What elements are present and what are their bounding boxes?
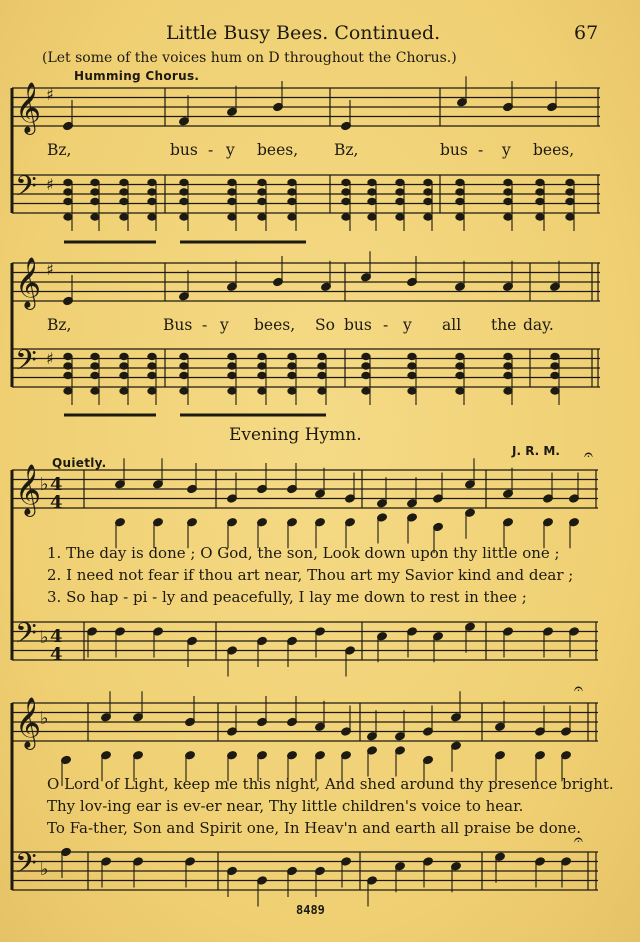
chord-note-head xyxy=(228,179,236,185)
chord-note-head xyxy=(424,179,432,185)
hymn-credit: J. R. M. xyxy=(512,444,560,458)
chord-note-head xyxy=(456,372,464,378)
bass-note-head xyxy=(148,214,156,220)
bass-note-head xyxy=(566,214,574,220)
fermata-icon: 𝄐 xyxy=(584,445,593,464)
chord-note-head xyxy=(91,189,99,195)
page-title: Little Busy Bees. Continued. xyxy=(166,22,441,44)
chord-note-head xyxy=(148,179,156,185)
lyric-word: bees, xyxy=(533,141,575,159)
chord-note-head xyxy=(318,372,326,378)
sharp-key-signature-icon: ♯ xyxy=(46,85,54,104)
lyric-word: day. xyxy=(523,316,554,334)
bass-note-head xyxy=(91,214,99,220)
lyric-hyphen: - xyxy=(478,141,484,159)
chord-note-head xyxy=(91,198,99,204)
chord-note-head xyxy=(504,179,512,185)
chord-note-head xyxy=(342,179,350,185)
time-signature-digit: 4 xyxy=(50,474,63,495)
lyric-word: y xyxy=(220,316,229,334)
hymn-direction: Quietly. xyxy=(52,456,107,470)
chord-note-head xyxy=(396,179,404,185)
chord-note-head xyxy=(566,189,574,195)
bass-note-head xyxy=(120,214,128,220)
bass-note-head xyxy=(362,388,370,394)
chord-note-head xyxy=(288,363,296,369)
bass-note-head xyxy=(424,214,432,220)
chord-note-head xyxy=(258,372,266,378)
bass-clef-icon: 𝄢 xyxy=(15,344,37,384)
chord-note-head xyxy=(148,189,156,195)
chord-note-head xyxy=(258,363,266,369)
bass-note-head xyxy=(180,388,188,394)
bass-note-head xyxy=(148,388,156,394)
chord-note-head xyxy=(180,372,188,378)
chord-note-head xyxy=(64,179,72,185)
chord-note-head xyxy=(368,179,376,185)
chord-note-head xyxy=(456,179,464,185)
time-signature-digit: 4 xyxy=(50,626,63,647)
lyric-word: bus xyxy=(344,316,372,334)
bass-note-head xyxy=(228,388,236,394)
chord-note-head xyxy=(228,363,236,369)
lyric-word: bus xyxy=(440,141,468,159)
chord-note-head xyxy=(408,353,416,359)
chord-note-head xyxy=(456,198,464,204)
chord-note-head xyxy=(288,179,296,185)
chord-note-head xyxy=(566,198,574,204)
bass-note-head xyxy=(64,388,72,394)
chord-note-head xyxy=(368,189,376,195)
treble-clef-icon: 𝄞 xyxy=(15,464,42,515)
plate-number: 8489 xyxy=(296,903,325,917)
flat-key-signature-icon: ♭ xyxy=(40,859,49,880)
chord-note-head xyxy=(180,179,188,185)
chord-note-head xyxy=(368,198,376,204)
fermata-icon: 𝄐 xyxy=(574,679,583,698)
bass-note-head xyxy=(318,388,326,394)
lyric-word: Bz, xyxy=(47,141,72,159)
bass-note-head xyxy=(64,214,72,220)
bass-note-head xyxy=(536,214,544,220)
lyric-word: y xyxy=(502,141,511,159)
bass-note-head xyxy=(396,214,404,220)
treble-clef-icon: 𝄞 xyxy=(15,82,42,133)
lyric-word: bees, xyxy=(254,316,296,334)
chord-note-head xyxy=(504,363,512,369)
verse-line-5: Thy lov-ing ear is ev-er near, Thy little children's voice to hear. xyxy=(47,797,524,815)
chord-note-head xyxy=(148,198,156,204)
performance-instruction: (Let some of the voices hum on D throughout the Chorus.) xyxy=(42,50,457,66)
chord-note-head xyxy=(408,363,416,369)
bass-note-head xyxy=(120,388,128,394)
chord-note-head xyxy=(64,198,72,204)
chord-note-head xyxy=(342,189,350,195)
lyric-word: all xyxy=(442,316,462,334)
verse-line-2: 2. I need not fear if thou art near, Thou art my Savior kind and dear ; xyxy=(47,566,574,584)
flat-key-signature-icon: ♭ xyxy=(40,708,49,729)
bass-note-head xyxy=(288,388,296,394)
chord-note-head xyxy=(258,198,266,204)
treble-clef-icon: 𝄞 xyxy=(15,257,42,308)
verse-line-3: 3. So hap - pi - ly and peacefully, I lay me down to rest in thee ; xyxy=(47,588,527,606)
chord-note-head xyxy=(64,353,72,359)
chord-note-head xyxy=(362,353,370,359)
chord-note-head xyxy=(504,198,512,204)
chord-note-head xyxy=(228,353,236,359)
chord-note-head xyxy=(64,189,72,195)
chord-note-head xyxy=(120,198,128,204)
chord-note-head xyxy=(396,189,404,195)
chord-note-head xyxy=(148,353,156,359)
chord-note-head xyxy=(91,179,99,185)
lyric-word: So xyxy=(315,316,335,334)
bass-note-head xyxy=(368,214,376,220)
chord-note-head xyxy=(362,372,370,378)
chord-note-head xyxy=(91,353,99,359)
chord-note-head xyxy=(228,189,236,195)
chord-note-head xyxy=(536,189,544,195)
chord-note-head xyxy=(288,198,296,204)
chord-note-head xyxy=(536,198,544,204)
chord-note-head xyxy=(504,372,512,378)
bass-note-head xyxy=(504,388,512,394)
verse-line-6: To Fa-ther, Son and Spirit one, In Heav'n and earth all praise be done. xyxy=(47,819,581,837)
chord-note-head xyxy=(91,363,99,369)
chord-note-head xyxy=(288,372,296,378)
bass-note-head xyxy=(258,214,266,220)
page-number: 67 xyxy=(574,22,599,44)
sharp-key-signature-icon: ♯ xyxy=(46,349,54,368)
bass-note-head xyxy=(288,214,296,220)
chord-note-head xyxy=(64,363,72,369)
chord-note-head xyxy=(180,198,188,204)
bass-note-head xyxy=(258,388,266,394)
chord-note-head xyxy=(258,189,266,195)
lyric-hyphen: - xyxy=(208,141,214,159)
sharp-key-signature-icon: ♯ xyxy=(46,260,54,279)
bass-note-head xyxy=(456,214,464,220)
bass-note-head xyxy=(180,214,188,220)
fermata-icon: 𝄐 xyxy=(574,830,583,849)
chord-note-head xyxy=(551,372,559,378)
bass-note-head xyxy=(342,214,350,220)
lyric-word: Bz, xyxy=(334,141,359,159)
chord-note-head xyxy=(456,353,464,359)
chord-note-head xyxy=(180,363,188,369)
bass-clef-icon: 𝄢 xyxy=(15,617,37,657)
chord-note-head xyxy=(408,372,416,378)
chord-note-head xyxy=(551,363,559,369)
lyric-word: Bz, xyxy=(47,316,72,334)
chord-note-head xyxy=(228,198,236,204)
lyric-word: bus xyxy=(170,141,198,159)
chord-note-head xyxy=(396,198,404,204)
chord-note-head xyxy=(258,179,266,185)
lyric-word: y xyxy=(226,141,235,159)
chord-note-head xyxy=(120,189,128,195)
bass-clef-icon: 𝄢 xyxy=(15,170,37,210)
chord-note-head xyxy=(362,363,370,369)
treble-clef-icon: 𝄞 xyxy=(15,697,42,748)
lyric-word: Bus xyxy=(163,316,193,334)
lyric-word: bees, xyxy=(257,141,299,159)
chord-note-head xyxy=(148,363,156,369)
chord-note-head xyxy=(456,189,464,195)
chord-note-head xyxy=(288,353,296,359)
verse-line-1: 1. The day is done ; O God, the son, Look down upon thy little one ; xyxy=(47,544,560,562)
chord-note-head xyxy=(180,353,188,359)
bass-note-head xyxy=(228,214,236,220)
chord-note-head xyxy=(424,198,432,204)
lyric-hyphen: - xyxy=(383,316,389,334)
bass-note-head xyxy=(504,214,512,220)
chord-note-head xyxy=(536,179,544,185)
bass-note-head xyxy=(91,388,99,394)
chord-note-head xyxy=(120,179,128,185)
chord-note-head xyxy=(318,363,326,369)
chord-note-head xyxy=(551,353,559,359)
flat-key-signature-icon: ♭ xyxy=(40,474,49,495)
lyric-hyphen: - xyxy=(202,316,208,334)
bass-note-head xyxy=(408,388,416,394)
chord-note-head xyxy=(456,363,464,369)
chord-note-head xyxy=(504,189,512,195)
flat-key-signature-icon: ♭ xyxy=(40,627,49,648)
chord-note-head xyxy=(424,189,432,195)
bass-note-head xyxy=(456,388,464,394)
chord-note-head xyxy=(288,189,296,195)
chord-note-head xyxy=(120,353,128,359)
bass-clef-icon: 𝄢 xyxy=(15,847,37,887)
chord-note-head xyxy=(148,372,156,378)
chorus-direction: Humming Chorus. xyxy=(74,69,200,83)
lyric-word: y xyxy=(403,316,412,334)
chord-note-head xyxy=(91,372,99,378)
chord-note-head xyxy=(120,372,128,378)
bass-note-head xyxy=(551,388,559,394)
time-signature-digit: 4 xyxy=(50,492,63,513)
chord-note-head xyxy=(228,372,236,378)
chord-note-head xyxy=(504,353,512,359)
chord-note-head xyxy=(566,179,574,185)
chord-note-head xyxy=(120,363,128,369)
chord-note-head xyxy=(64,372,72,378)
chord-note-head xyxy=(342,198,350,204)
lyric-word: the xyxy=(491,316,517,334)
time-signature-digit: 4 xyxy=(50,644,63,665)
chord-note-head xyxy=(180,189,188,195)
hymn-title: Evening Hymn. xyxy=(229,425,362,445)
verse-line-4: O Lord of Light, keep me this night, And shed around thy presence bright. xyxy=(47,775,614,793)
sharp-key-signature-icon: ♯ xyxy=(46,175,54,194)
chord-note-head xyxy=(318,353,326,359)
chord-note-head xyxy=(258,353,266,359)
